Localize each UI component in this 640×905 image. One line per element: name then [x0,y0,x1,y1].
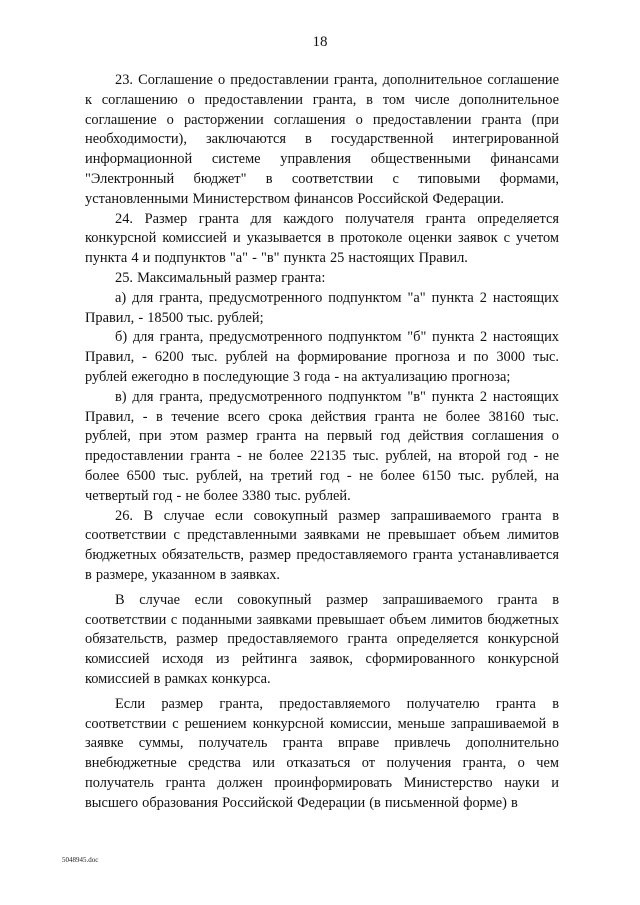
paragraph-23: 23. Соглашение о предоставлении гранта, дополнительное соглашение к соглашению о предоставлении гранта, в том числе дополнительное соглашение о расторжении соглашения о предоставлении гранта (при необходимости), заключаются в государственной интегрированной информационной системе управления общественными финансами "Электронный бюджет" в соответствии с типовыми формами, установленными Министерством финансов Российской Федерации. [85,72,559,207]
paragraph-26-exceeds: В случае если совокупный размер запрашиваемого гранта в соответствии с поданными заявками превышает объем лимитов бюджетных обязательств, размер предоставляемого гранта определяется конкурсной комиссией исходя из рейтинга заявок, сформированного конкурсной комиссией в рамках конкурса. [85,591,559,687]
paragraph-24: 24. Размер гранта для каждого получателя гранта определяется конкурсной комиссией и указывается в протоколе оценки заявок с учетом пункта 4 и подпунктов "а" - "в" пункта 25 настоящих Правил. [85,210,559,267]
document-body [85,71,559,813]
page-number: 18 [312,34,328,50]
paragraph-26: 26. В случае если совокупный размер запрашиваемого гранта в соответствии с представленными заявками не превышает объем лимитов бюджетных обязательств, размер предоставляемого гранта устанавливается в размере, указанном в заявках. [85,507,559,583]
paragraph-26-less-than-requested: Если размер гранта, предоставляемого получателю гранта в соответствии с решением конкурсной комиссии, меньше запрашиваемой в заявке суммы, получатель гранта вправе привлечь дополнительно внебюджетные средства или отказаться от получения гранта, о чем получатель гранта должен проинформировать Министерство науки и высшего образования Российской Федерации (в письменной форме) в [85,695,559,811]
paragraph-25-b: б) для гранта, предусмотренного подпунктом "б" пункта 2 настоящих Правил, - 6200 тыс. рублей на формирование прогноза и по 3000 тыс. рублей ежегодно в последующие 3 года - на актуализацию прогноза; [85,329,559,385]
paragraph-25: 25. Максимальный размер гранта: [115,269,326,286]
paragraph-25-a: а) для гранта, предусмотренного подпунктом "а" пункта 2 настоящих Правил, - 18500 тыс. рублей; [85,289,559,326]
footer-file-id: 5048945.doc [62,856,99,864]
paragraph-25-v: в) для гранта, предусмотренного подпунктом "в" пункта 2 настоящих Правил, - в течение всего срока действия гранта не более 38160 тыс. рублей, при этом размер гранта на первый год действия соглашения о предоставлении гранта - не более 22135 тыс. рублей, на второй год - не более 6500 тыс. рублей, на третий год - не более 6150 тыс. рублей, на четвертый год - не более 3380 тыс. рублей. [85,388,559,504]
